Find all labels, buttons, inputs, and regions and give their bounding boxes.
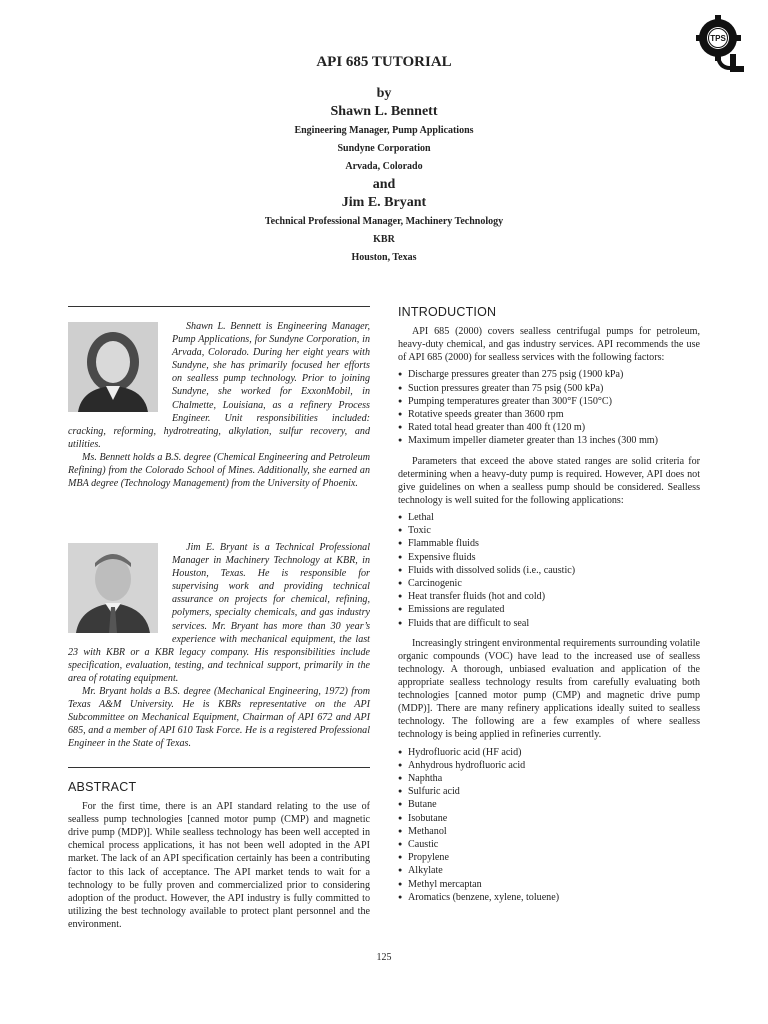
list-item: ● Carcinogenic <box>398 577 700 590</box>
list-item: ● Alkylate <box>398 864 700 877</box>
list-item: ● Flammable fluids <box>398 537 700 550</box>
author1-org: Sundyne Corporation <box>337 143 431 154</box>
abstract-text: For the first time, there is an API standard relating to the use of sealless pump technologies [canned motor pump (CMP) and magnetic drive pump (MDP)]. While sealless technology has been well accepted in chemical process applications, it has not been well adopted in the API market. The lack of an API specification certainly has been a contributing factor to this lack of acceptance. The API market tends to wait for a technology to be fully proven and commercialized prior to considering adoption of the product. However, the API industry is fully committed to utilizing the best technology available to protect plant personnel and the environment. <box>68 801 370 930</box>
author2-location: Houston, Texas <box>351 252 417 263</box>
list-item: ● Heat transfer fluids (hot and cold) <box>398 590 700 603</box>
list-item: ● Butane <box>398 798 700 811</box>
bio-bryant-p2: Mr. Bryant holds a B.S. degree (Mechanical Engineering, 1972) from Texas A&M University. He is KBRs representative on the API Subcommittee on Mechanical Equipment, Chairman of API 672 and API 685, and a member of API 610 Task Force. He is a registered Professional Engineer in the State of Texas. <box>68 686 370 750</box>
author2-org: KBR <box>373 234 395 245</box>
list-item: ● Rated total head greater than 400 ft (120 m) <box>398 421 700 434</box>
list-item: ● Rotative speeds greater than 3600 rpm <box>398 408 700 421</box>
abstract-section <box>68 781 370 931</box>
intro-paragraph-1: API 685 (2000) covers sealless centrifugal pumps for petroleum, heavy-duty chemical, and gas industry services. API recommends the use of API 685 (2000) for sealless services with the following factors: <box>398 326 700 364</box>
intro-paragraph-3: Increasingly stringent environmental requirements surrounding volatile organic compounds (VOC) have lead to the increased use of sealless technology. A thorough, unbiased evaluation and application of the appropriate sealless technology results from carefully evaluating both technologies [canned motor pump (CMP) and magnetic drive pump (MDP)]. There are many refinery applications ideally suited to sealless technology. The following are a few examples of where sealless technology is being applied in refineries currently. <box>398 637 700 741</box>
list-item: ● Toxic <box>398 524 700 537</box>
author1-location: Arvada, Colorado <box>345 161 423 172</box>
list-item: ● Discharge pressures greater than 275 psig (1900 kPa) <box>398 368 700 381</box>
abstract-top-rule <box>68 767 370 768</box>
list-item: ● Naphtha <box>398 772 700 785</box>
list-item: ● Sulfuric acid <box>398 785 700 798</box>
author1-title: Engineering Manager, Pump Applications <box>294 125 474 136</box>
author1-name: Shawn L. Bennett <box>330 104 438 119</box>
bio-bryant <box>68 541 370 751</box>
list-item: ● Methanol <box>398 825 700 838</box>
list-item: ● Lethal <box>398 511 700 524</box>
introduction-section <box>398 306 700 911</box>
bio-bennett-p1: Shawn L. Bennett is Engineering Manager, Pump Applications, for Sundyne Corporation, in Arvada, Colorado. During her eight years with Sundyne, she has primarily focused her efforts on sealless pump technology. Prior to joining Sundyne, she worked for ExxonMobil, in Chalmette, Louisiana, as a refinery Process Engineer. Unit responsibilities included: cracking, reforming, hydrotreating, alkylation, sulfur recovery, and utilities. <box>68 321 370 450</box>
and-label: and <box>372 177 396 192</box>
list-item: ● Suction pressures greater than 75 psig (500 kPa) <box>398 382 700 395</box>
list-item: ● Anhydrous hydrofluoric acid <box>398 759 700 772</box>
paper-title: API 685 TUTORIAL <box>316 54 452 70</box>
bio-bennett-p2: Ms. Bennett holds a B.S. degree (Chemical Engineering and Petroleum Refining) from the Colorado School of Mines. Additionally, she earned an MBA degree (Technology Management) from the University of Phoenix. <box>68 451 370 490</box>
list-item: ● Fluids that are difficult to seal <box>398 617 700 630</box>
bio-top-rule <box>68 306 370 307</box>
author2-title: Technical Professional Manager, Machinery Technology <box>264 216 504 227</box>
list-item: ● Fluids with dissolved solids (i.e., caustic) <box>398 564 700 577</box>
list-item: ● Maximum impeller diameter greater than 13 inches (300 mm) <box>398 434 700 447</box>
list-item: ● Emissions are regulated <box>398 603 700 616</box>
list-item: ● Expensive fluids <box>398 551 700 564</box>
bio-bryant-p1: Jim E. Bryant is a Technical Professional Manager in Machinery Technology at KBR, in Houston, Texas. He is responsible for supervising work and providing technical assurance on projects for chemical, refining, polymers, specialty chemicals, and gas industry services. Mr. Bryant has more than 30 year’s experience with mechanical equipment, the last 23 with KBR or a KBR legacy company. His responsibilities include specification, evaluation, testing, and technical support, primarily in the area of rotating equipment. <box>68 542 370 684</box>
page-number: 125 <box>376 952 392 963</box>
list-item: ● Methyl mercaptan <box>398 878 700 891</box>
list-item: ● Caustic <box>398 838 700 851</box>
logo-text: TPS <box>710 34 726 43</box>
bio-bennett <box>68 320 370 490</box>
intro-paragraph-2: Parameters that exceed the above stated ranges are solid criteria for determining when a heavy-duty pump is required. However, API does not give guidelines on when a sealless pump should be considered. Sealless technology is well suited for the following applications: <box>398 455 700 506</box>
abstract-heading: ABSTRACT <box>68 780 137 794</box>
list-item: ● Propylene <box>398 851 700 864</box>
intro-list-refinery <box>398 746 700 904</box>
list-item: ● Aromatics (benzene, xylene, toluene) <box>398 891 700 904</box>
list-item: ● Pumping temperatures greater than 300°F (150°C) <box>398 395 700 408</box>
bryant-photo <box>68 543 158 633</box>
intro-list-factors <box>398 368 700 447</box>
by-label: by <box>376 86 392 101</box>
list-item: ● Hydrofluoric acid (HF acid) <box>398 746 700 759</box>
list-item: ● Isobutane <box>398 812 700 825</box>
author2-name: Jim E. Bryant <box>341 195 427 210</box>
introduction-heading: INTRODUCTION <box>398 305 497 319</box>
intro-list-applications <box>398 511 700 630</box>
bennett-photo <box>68 322 158 412</box>
